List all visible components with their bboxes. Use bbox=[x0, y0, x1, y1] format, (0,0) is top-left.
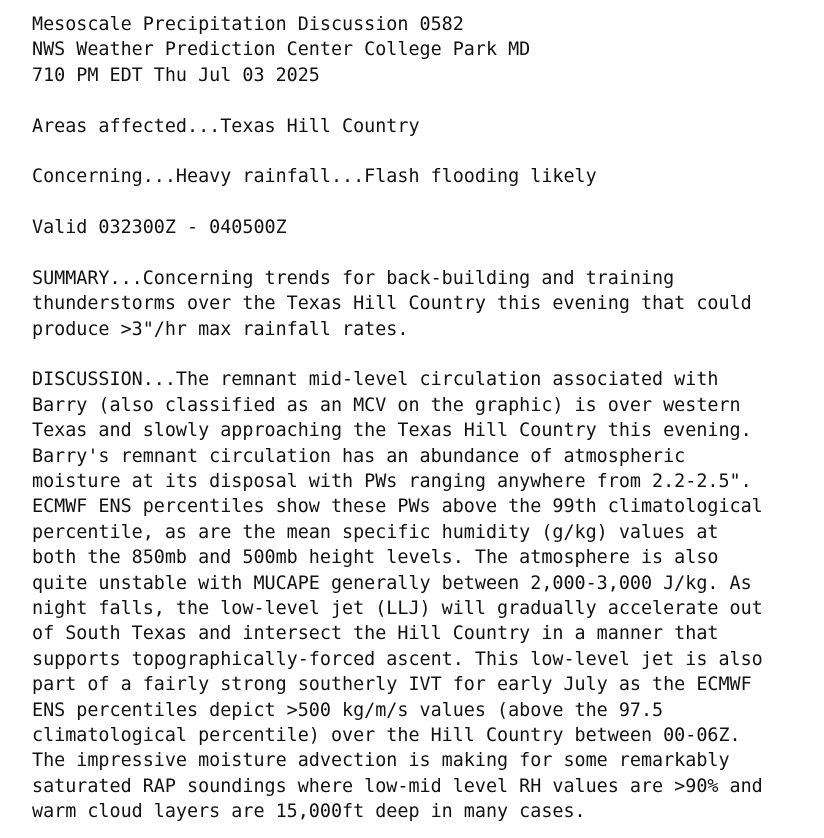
spacer bbox=[32, 241, 812, 266]
discussion-line: saturated RAP soundings where low-mid level RH values are >90% and bbox=[32, 775, 763, 797]
discussion-line: of South Texas and intersect the Hill Country in a manner that bbox=[32, 623, 719, 645]
discussion-section bbox=[32, 367, 812, 824]
discussion-line: ECMWF ENS percentiles show these PWs above the 99th climatological bbox=[32, 496, 763, 518]
discussion-line: supports topographically-forced ascent. This low-level jet is also bbox=[32, 648, 763, 670]
areas-affected: Areas affected...Texas Hill Country bbox=[32, 115, 420, 137]
spacer bbox=[32, 139, 812, 164]
issuing-office: NWS Weather Prediction Center College Park MD bbox=[32, 39, 531, 61]
discussion-line: Barry (also classified as an MCV on the graphic) is over western bbox=[32, 394, 741, 416]
summary-section bbox=[32, 266, 812, 342]
discussion-line: percentile, as are the mean specific humidity (g/kg) values at bbox=[32, 521, 719, 543]
discussion-line: Texas and slowly approaching the Texas Hill Country this evening. bbox=[32, 420, 752, 442]
discussion-line: warm cloud layers are 15,000ft deep in many cases. bbox=[32, 801, 586, 823]
summary-line: thunderstorms over the Texas Hill Country this evening that could bbox=[32, 293, 752, 315]
discussion-line: night falls, the low-level jet (LLJ) will gradually accelerate out bbox=[32, 597, 763, 619]
discussion-line: ENS percentiles depict >500 kg/m/s values (above the 97.5 bbox=[32, 699, 664, 721]
discussion-line: DISCUSSION...The remnant mid-level circulation associated with bbox=[32, 369, 719, 391]
discussion-line: both the 850mb and 500mb height levels. The atmosphere is also bbox=[32, 547, 719, 569]
spacer bbox=[32, 342, 812, 367]
summary-line: SUMMARY...Concerning trends for back-building and training bbox=[32, 267, 675, 289]
discussion-line: quite unstable with MUCAPE generally between 2,000-3,000 J/kg. As bbox=[32, 572, 752, 594]
issue-time: 710 PM EDT Thu Jul 03 2025 bbox=[32, 64, 320, 86]
spacer bbox=[32, 190, 812, 215]
concerning-line: Concerning...Heavy rainfall...Flash flooding likely bbox=[32, 166, 597, 188]
discussion-line: climatological percentile) over the Hill Country between 00-06Z. bbox=[32, 724, 741, 746]
document-title: Mesoscale Precipitation Discussion 0582 bbox=[32, 14, 464, 35]
summary-line: produce >3"/hr max rainfall rates. bbox=[32, 318, 409, 340]
spacer bbox=[32, 88, 812, 113]
discussion-line: part of a fairly strong southerly IVT for early July as the ECMWF bbox=[32, 674, 752, 696]
discussion-line: moisture at its disposal with PWs ranging anywhere from 2.2-2.5". bbox=[32, 471, 752, 493]
discussion-line: Barry's remnant circulation has an abundance of atmospheric bbox=[32, 445, 686, 467]
discussion-document bbox=[32, 12, 812, 825]
valid-time: Valid 032300Z - 040500Z bbox=[32, 217, 287, 239]
discussion-line: The impressive moisture advection is making for some remarkably bbox=[32, 750, 730, 772]
